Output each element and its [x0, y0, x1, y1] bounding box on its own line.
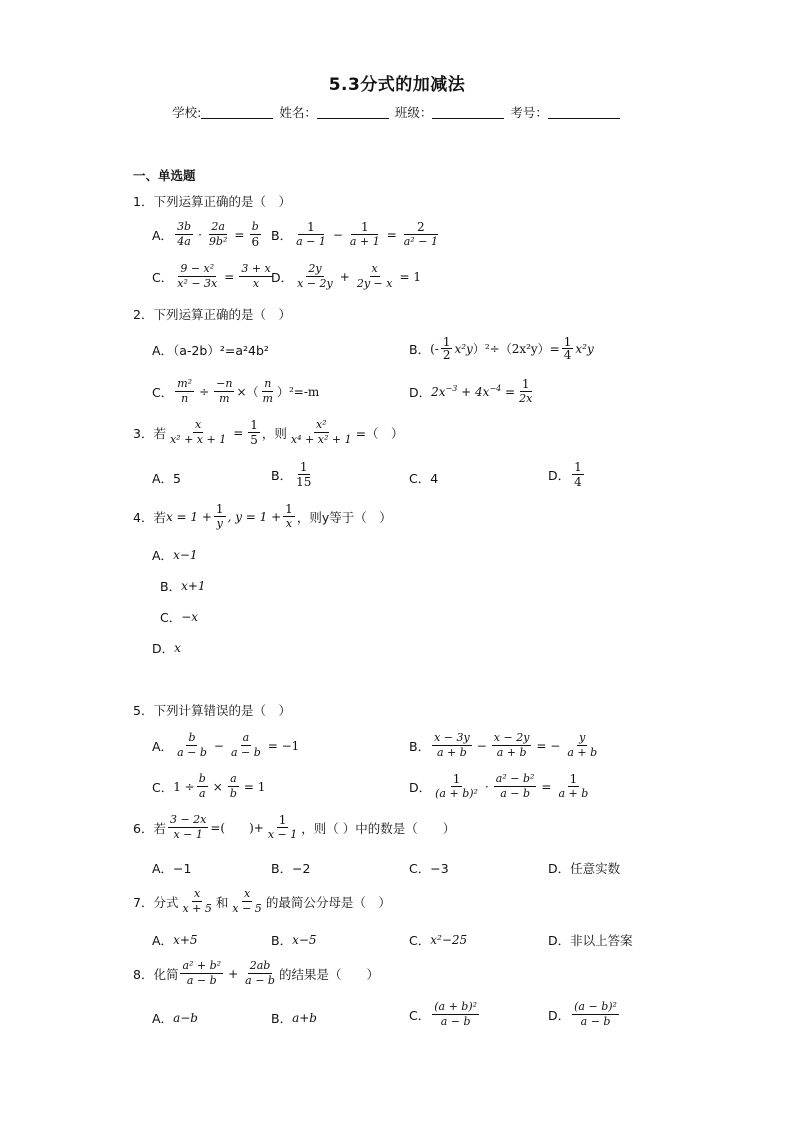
option-label: D． [271, 269, 294, 285]
fraction: $\frac{a}{b}$ [229, 772, 237, 800]
fraction: $\frac{\text{(a − b)²}}{a - b}$ [574, 1000, 617, 1028]
fraction: $\frac{1}{4}$ [574, 460, 582, 489]
fraction: $\frac{x - 3y}{a + b}$ [434, 731, 470, 759]
option-text: A．−1 [152, 861, 192, 876]
question-6-option-d[interactable] [548, 859, 620, 877]
option-value: x−5 [292, 933, 317, 947]
fraction: $\frac{\text{a² + b²}}{a - b}$ [182, 959, 222, 987]
option-text: D．任意实数 [548, 861, 621, 876]
question-7-prefix: 7．分式 [133, 894, 179, 910]
option-label: B． [271, 1011, 293, 1026]
question-6-option-b[interactable] [271, 859, 311, 877]
question-5-stem: 5．下列计算错误的是（ ） [133, 703, 291, 718]
question-7-option-a[interactable] [152, 931, 198, 949]
option-label: D． [548, 467, 571, 483]
option-label: D． [409, 779, 432, 795]
fraction: $\frac{\text{x²}}{\text{x⁴ + x² + 1}}$ [290, 418, 352, 446]
question-1-option-b[interactable]: B． $\frac{1}{a - 1}$ − $\frac{1}{a + 1}$ = $\frac{2}{\text{a² − 1}}$ [271, 220, 438, 248]
question-8-option-a[interactable] [152, 1009, 198, 1027]
option-c-middle: ×（ [236, 385, 259, 399]
option-label: A． [152, 227, 174, 243]
question-6-option-a[interactable] [152, 859, 191, 877]
school-blank[interactable] [201, 106, 273, 119]
question-4-option-b[interactable] [160, 577, 206, 595]
fraction: $\frac{2a}{\text{9b²}}$ [208, 220, 228, 248]
fraction: $\frac{\text{m²}}{n}$ [177, 377, 193, 405]
fraction: $\frac{3b}{4a}$ [177, 220, 192, 248]
fraction: $\frac{\text{a² − b²}}{a - b}$ [495, 772, 535, 800]
question-7-option-c[interactable] [409, 931, 467, 949]
question-4-option-a[interactable] [152, 546, 198, 564]
fraction: $\frac{\text{9 − x²}}{\text{x² − 3x}}$ [177, 262, 218, 290]
question-6-option-c[interactable] [409, 859, 449, 877]
question-7-stem [133, 887, 391, 916]
question-4-end: ，则y等于（ ） [296, 509, 392, 525]
question-2-option-c[interactable]: C． $\frac{\text{m²}}{n}$ ÷ $\frac{-n}{m}$ ×（ $\frac{n}{m}$ ）²=-m [152, 377, 320, 405]
question-2-option-a[interactable] [152, 341, 269, 359]
question-3-prefix: 3．若 [133, 425, 166, 441]
question-4-stem: 4．若 x = 1 + $\frac{1}{y}$ , y = 1 + $\frac{1}{x}$ ，则y等于（ ） [133, 502, 392, 530]
question-1-option-a[interactable]: A． $\frac{3b}{4a}$ · $\frac{2a}{\text{9b²}}$ = $\frac{b}{6}$ [152, 220, 260, 249]
question-2-option-d[interactable]: D． $2x^{-3} + 4x^{-4}$ = $\frac{1}{2x}$ [409, 377, 533, 405]
fraction: $\frac{1}{x}$ [285, 502, 293, 530]
question-8-end: 的结果是（ ） [278, 966, 379, 982]
fraction: $\frac{b}{a}$ [198, 772, 206, 800]
class-label: 班级： [394, 105, 433, 120]
option-label: A． [152, 548, 174, 563]
option-c-end: ）²=-m [276, 385, 320, 399]
option-value: x+5 [173, 933, 198, 947]
option-label: D． [409, 384, 432, 400]
fraction: $\frac{1}{4}$ [563, 335, 572, 362]
question-3-option-b[interactable] [271, 460, 315, 489]
question-8-stem: 8．化简 $\frac{\text{a² + b²}}{a - b}$ + $\frac{2ab}{a - b}$ 的结果是（ ） [133, 959, 379, 987]
fraction: $\frac{1}{a - 1}$ [296, 220, 326, 248]
page-title: 5.3分式的加减法 [328, 75, 466, 95]
question-3-stem: 3．若 $\frac{x}{\text{x² + x + 1}}$ = $\frac{1}{5}$ ，则 $\frac{\text{x²}}{\text{x⁴ + x² + 1}}$ =（ ） [133, 418, 404, 447]
option-text: D．非以上答案 [548, 933, 633, 948]
exam-number-label: 考号： [510, 105, 548, 120]
fraction: $\frac{2}{\text{a² − 1}}$ [403, 220, 438, 248]
option-label: B． [271, 467, 293, 483]
question-6-prefix: 6．若 [133, 820, 166, 836]
fraction: $\frac{x}{x - 5}$ [232, 887, 262, 915]
fraction: $\frac{x}{\text{x² + x + 1}}$ [169, 418, 227, 446]
fraction: $\frac{y}{a + b}$ [567, 731, 598, 759]
fraction: $\frac{1}{5}$ [250, 418, 258, 447]
option-value: a+b [292, 1011, 317, 1025]
fraction: $\frac{1}{2}$ [442, 335, 451, 362]
school-label: 学校: [172, 105, 202, 120]
fraction: $\frac{-n}{m}$ [216, 377, 233, 405]
exam-number-blank[interactable] [548, 106, 620, 119]
option-b-middle: ）²÷（2x²y）= [472, 342, 560, 356]
fraction: $\frac{\text{(a + b)²}}{a - b}$ [434, 1000, 478, 1028]
question-3-middle: ，则 [261, 425, 287, 441]
option-label: D． [152, 641, 175, 656]
question-8-option-c[interactable] [409, 1000, 481, 1029]
question-1-option-c[interactable]: C． $\frac{\text{9 − x²}}{\text{x² − 3x}}$ = $\frac{3 + x}{x}$ [152, 262, 271, 290]
question-6-middle: =( )+ [210, 821, 264, 835]
option-label: A． [152, 738, 174, 754]
fraction: $\frac{x - 2y}{a + b}$ [493, 731, 530, 759]
question-3-option-a[interactable] [152, 469, 181, 487]
option-label: B． [409, 738, 431, 754]
option-text: C．−3 [409, 861, 449, 876]
option-label: C． [152, 384, 174, 400]
name-blank[interactable] [317, 106, 389, 119]
option-text: B．−2 [271, 861, 311, 876]
class-blank[interactable] [432, 106, 504, 119]
option-value: x−1 [173, 548, 198, 562]
option-value: x+1 [181, 579, 206, 593]
question-3-end: =（ ） [355, 425, 404, 441]
question-2-stem: 2．下列运算正确的是（ ） [133, 307, 291, 322]
question-5-option-b[interactable]: B． $\frac{x - 3y}{a + b}$ − $\frac{x - 2y}{a + b}$ = − $\frac{y}{a + b}$ [409, 731, 598, 759]
fraction: $\frac{1}{\text{(a + b)²}}$ [435, 772, 478, 800]
fraction: $\frac{a}{a - b}$ [230, 731, 261, 759]
option-label: B． [271, 227, 293, 243]
fraction: $\frac{1}{2x}$ [519, 377, 533, 405]
option-label: B． [271, 933, 293, 948]
fraction: $\frac{n}{m}$ [262, 377, 273, 405]
question-7-end: 的最简公分母是（ ） [265, 894, 391, 910]
fraction: $\frac{1}{a + b}$ [558, 772, 589, 800]
option-label: B． [409, 341, 431, 357]
question-6-end: ，则（ ）中的数是（ ） [301, 820, 456, 836]
option-label: C． [152, 779, 174, 795]
option-text: A．5 [152, 471, 182, 486]
question-5-option-a[interactable]: A． $\frac{b}{a - b}$ − $\frac{a}{a - b}$ = −1 [152, 731, 300, 759]
student-info-line [0, 103, 794, 121]
option-value: −x [181, 610, 199, 624]
question-2-option-b[interactable]: B． (- $\frac{1}{2}$ x²y ）²÷（2x²y）= $\frac{1}{4}$ x²y [409, 335, 594, 362]
fraction: $\frac{2ab}{a - b}$ [245, 959, 275, 987]
fraction: $\frac{1}{y}$ [215, 502, 224, 530]
fraction: $\frac{b}{a - b}$ [177, 731, 207, 759]
option-text: A．（a-2b）²=a²4b² [152, 343, 269, 358]
name-label: 姓名： [279, 105, 317, 120]
paren-open: (- [430, 341, 439, 356]
question-8-option-b[interactable] [271, 1009, 317, 1027]
fraction: $\frac{1}{x - 1}$ [267, 813, 298, 841]
fraction: $\frac{2y}{x - 2y}$ [297, 262, 333, 290]
question-3-option-d[interactable] [548, 460, 586, 489]
question-5-option-d[interactable]: D． $\frac{1}{\text{(a + b)²}}$ · $\frac{\text{a² − b²}}{a - b}$ = $\frac{1}{a + b}$ [409, 772, 589, 800]
question-4-option-d[interactable] [152, 639, 181, 657]
option-label: A． [152, 1011, 174, 1026]
question-7-middle: 和 [215, 894, 229, 910]
fraction: $\frac{b}{6}$ [251, 220, 260, 249]
option-label: C． [152, 269, 174, 285]
option-label: B． [160, 579, 182, 594]
option-label: D． [548, 1007, 571, 1023]
question-8-option-d[interactable] [548, 1000, 621, 1029]
question-1-stem: 1．下列运算正确的是（ ） [133, 194, 291, 209]
fraction: $\frac{3 - 2x}{x - 1}$ [169, 813, 207, 841]
fraction: $\frac{3 + x}{x}$ [241, 262, 271, 290]
option-label: A． [152, 933, 174, 948]
fraction: $\frac{1}{a + 1}$ [349, 220, 380, 248]
question-1-option-d[interactable]: D． $\frac{2y}{x - 2y}$ + $\frac{x}{2y - x}$ = 1 [271, 262, 421, 290]
option-value: x [174, 641, 181, 655]
option-label: C． [409, 1007, 431, 1023]
question-8-prefix: 8．化简 [133, 966, 179, 982]
fraction: $\frac{1}{15}$ [296, 460, 312, 489]
fraction: $\frac{x}{x + 5}$ [182, 887, 212, 915]
question-5-option-c[interactable]: C． 1 ÷ $\frac{b}{a}$ × $\frac{a}{b}$ = 1 [152, 772, 266, 800]
question-3-option-c[interactable] [409, 469, 438, 487]
fraction: $\frac{x}{2y - x}$ [356, 262, 393, 290]
option-value: a−b [173, 1011, 198, 1025]
option-value: x²−25 [430, 933, 468, 947]
option-text: C．4 [409, 471, 439, 486]
option-label: C． [160, 610, 182, 625]
option-label: C． [409, 933, 431, 948]
question-4-option-c[interactable] [160, 608, 198, 626]
section-heading: 一、单选题 [133, 168, 196, 183]
question-4-prefix: 4．若 [133, 509, 166, 525]
question-6-stem [133, 813, 455, 842]
question-7-option-d[interactable] [548, 931, 633, 949]
question-7-option-b[interactable] [271, 931, 317, 949]
